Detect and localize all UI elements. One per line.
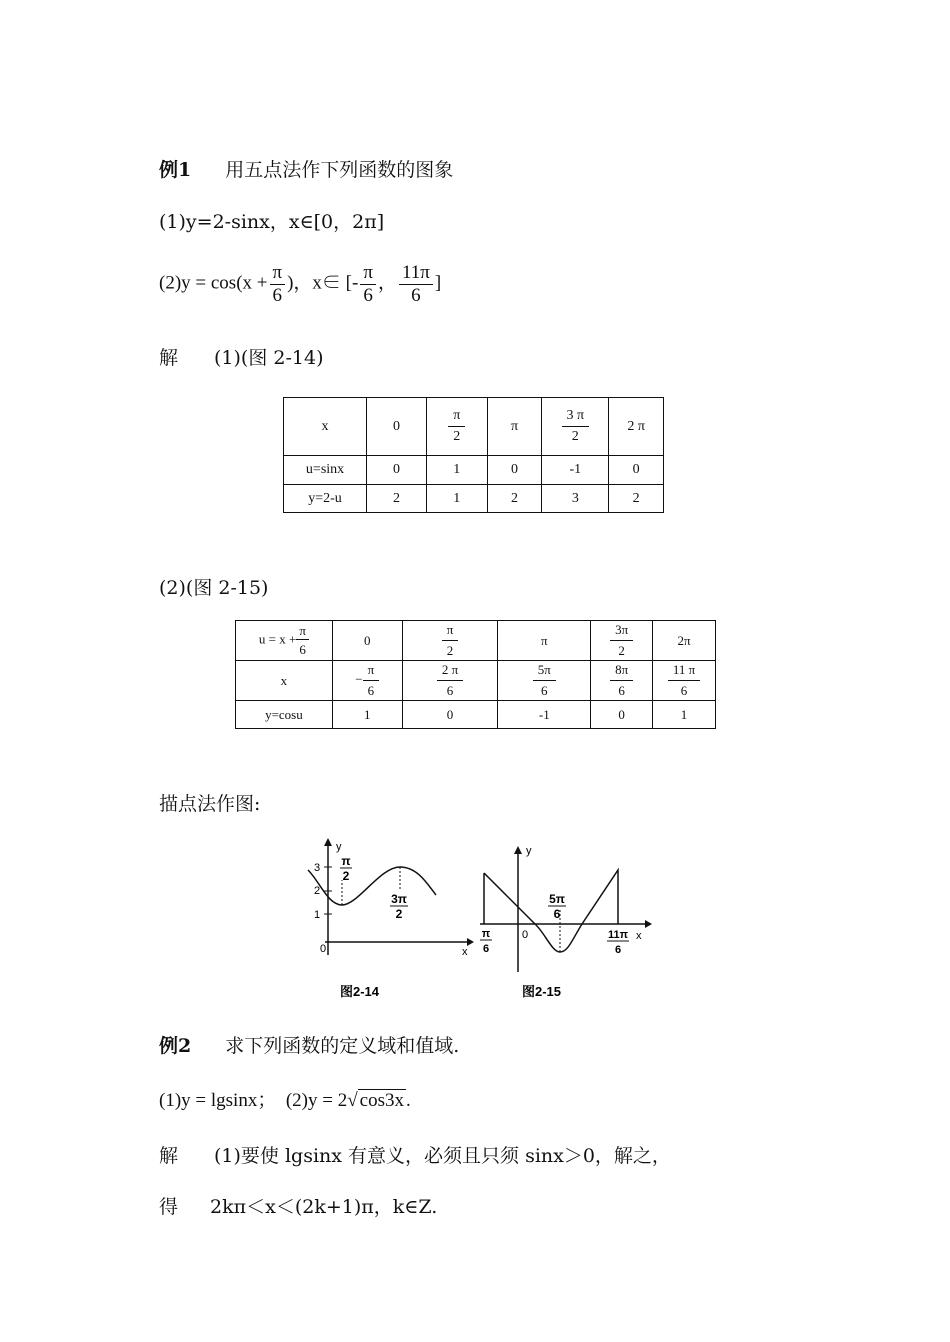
- table-cell: 0: [402, 701, 498, 729]
- example-2-item-1: (1)y = lgsinx；: [159, 1090, 277, 1111]
- solution-3-result-line: [159, 1192, 437, 1219]
- table-cell: 2: [609, 485, 664, 513]
- row-header-u: u=sinx: [284, 456, 367, 485]
- pi-over-6-fraction: $\frac{\pi}{6}$: [296, 623, 309, 658]
- tick-1: 1: [314, 909, 321, 921]
- table-row: [284, 485, 664, 513]
- figures-2-14-2-15: [300, 830, 660, 1005]
- origin-label: 0: [320, 943, 327, 955]
- example-2-item-2-prefix: (2)y = 2: [285, 1090, 348, 1111]
- table-row: [236, 701, 716, 729]
- table-cell: -1: [542, 456, 609, 485]
- y-axis-arrow-icon: [514, 846, 522, 854]
- solution-3-text: (1)要使 lgsinx 有意义，必须且只须 sinx＞0，解之，: [214, 1145, 671, 1167]
- table-row: [284, 398, 664, 456]
- example-2-title: 求下列函数的定义域和值域.: [225, 1035, 460, 1057]
- label-5pi-over-6-den: 6: [553, 907, 561, 921]
- table-cell: $\frac{2 \pi}{6}$: [402, 661, 498, 701]
- example-2-heading: 例2: [159, 1035, 192, 1057]
- table-cell: $\frac{8\pi}{6}$: [591, 661, 653, 701]
- annotation-3pi-over-2-num: 3π: [391, 892, 407, 906]
- caption-2-14: 图2-14: [340, 984, 380, 999]
- solution-1-text: (1)(图 2-14): [214, 347, 324, 369]
- x-axis-arrow-icon: [467, 938, 474, 946]
- row-header-x: x: [236, 661, 333, 701]
- table-cell: 0: [332, 621, 402, 661]
- example-1-item-2: [159, 262, 441, 307]
- example-1-title: 用五点法作下列函数的图象: [225, 159, 454, 181]
- table-cell: 1: [653, 701, 716, 729]
- x-label: x: [462, 946, 468, 958]
- table-cell: 0: [591, 701, 653, 729]
- curve-y-2-minus-sinx: [308, 867, 436, 905]
- example-2-line: [159, 1031, 459, 1058]
- neg-pi-over-6-fraction: $\frac{\pi}{6}$: [360, 262, 376, 307]
- table-row: [236, 621, 716, 661]
- annotation-3pi-over-2-den: 2: [395, 907, 403, 921]
- three-pi-half-fraction: $\frac{3 \pi}{2}$: [562, 408, 590, 445]
- radicand: cos3x: [359, 1090, 404, 1111]
- example-1-line: [159, 155, 453, 182]
- result-label: 得: [159, 1196, 179, 1218]
- table-cell: 0: [609, 456, 664, 485]
- annotation-pi-over-2-num: π: [341, 854, 351, 868]
- y-axis-arrow-icon: [324, 838, 332, 846]
- y-label: y: [336, 841, 342, 853]
- example-1-item-1: (1)y=2-sinx，x∈[0，2π]: [159, 211, 385, 233]
- table-row: [236, 661, 716, 701]
- plot-heading: 描点法作图:: [159, 793, 261, 815]
- origin-label: 0: [522, 929, 529, 941]
- example-1-heading: 例1: [159, 159, 192, 181]
- table-cell: 2: [367, 485, 427, 513]
- solution-label: 解: [159, 347, 179, 369]
- period: .: [405, 1090, 411, 1111]
- table-cell: -1: [498, 701, 591, 729]
- caption-2-15: 图2-15: [522, 984, 562, 999]
- table-row: [284, 456, 664, 485]
- y-label: y: [526, 845, 532, 857]
- annotation-pi-over-2-den: 2: [342, 869, 350, 883]
- label-pi-over-6-den: 6: [482, 943, 490, 955]
- row-header-y: y=cosu: [236, 701, 333, 729]
- table-cell: 2π: [653, 621, 716, 661]
- item-2-end: ]: [434, 272, 442, 294]
- solution-3-line: [159, 1141, 671, 1168]
- item-2-sep: ，: [377, 272, 397, 294]
- pi-over-6-fraction: $\frac{\pi}{6}$: [270, 262, 286, 307]
- curve-y-cos-x-plus-pi-over-6: [481, 870, 618, 952]
- table-2-15: [235, 620, 716, 729]
- row-header-u: u = x + $\frac{\pi}{6}$: [236, 621, 333, 661]
- table-cell: 1: [426, 456, 487, 485]
- table-cell: π: [487, 398, 542, 456]
- table-cell: $\frac{\pi}{2}$: [402, 621, 498, 661]
- row-header-x: x: [284, 398, 367, 456]
- table-cell: 1: [332, 701, 402, 729]
- table-2-14: [283, 397, 664, 513]
- radical-sign: √: [347, 1090, 358, 1111]
- figure-2-14: [308, 838, 474, 999]
- x-axis-arrow-icon: [645, 920, 652, 928]
- table-cell: 0: [367, 398, 427, 456]
- example-2-items: [159, 1085, 411, 1112]
- solution-1-line: [159, 343, 323, 370]
- result-text: 2kπ＜x＜(2k+1)π，k∈Z.: [210, 1196, 438, 1218]
- table-cell: $\frac{5\pi}{6}$: [498, 661, 591, 701]
- row-header-y: y=2-u: [284, 485, 367, 513]
- solution-label: 解: [159, 1145, 179, 1167]
- tick-2: 2: [314, 885, 321, 897]
- item-2-mid: )，x∈ [-: [287, 272, 359, 294]
- label-11pi-over-6-den: 6: [614, 944, 622, 956]
- pi-half-fraction: $\frac{\pi}{2}$: [448, 408, 465, 445]
- table-cell: 2: [487, 485, 542, 513]
- table-cell: 2 π: [609, 398, 664, 456]
- table-cell: [426, 398, 487, 456]
- table-cell: 0: [367, 456, 427, 485]
- label-11pi-over-6-num: 11π: [607, 929, 629, 941]
- x-label: x: [636, 930, 642, 942]
- label-5pi-over-6-num: 5π: [549, 892, 565, 906]
- table-cell: 3: [542, 485, 609, 513]
- table-cell: $\frac{3\pi}{2}$: [591, 621, 653, 661]
- table-cell: $\frac{11 \pi}{6}$: [653, 661, 716, 701]
- eleven-pi-over-6-fraction: $\frac{11\pi}{6}$: [399, 262, 433, 307]
- table-cell: [542, 398, 609, 456]
- tick-3: 3: [314, 862, 321, 874]
- label-pi-over-6-num: π: [481, 928, 491, 940]
- solution-2-text: (2)(图 2-15): [159, 577, 269, 599]
- table-cell: π: [498, 621, 591, 661]
- figure-2-15: [480, 845, 652, 999]
- table-cell: − $\frac{\pi}{6}$: [332, 661, 402, 701]
- table-cell: 1: [426, 485, 487, 513]
- item-2-prefix: (2)y = cos(x +: [159, 272, 268, 294]
- table-cell: 0: [487, 456, 542, 485]
